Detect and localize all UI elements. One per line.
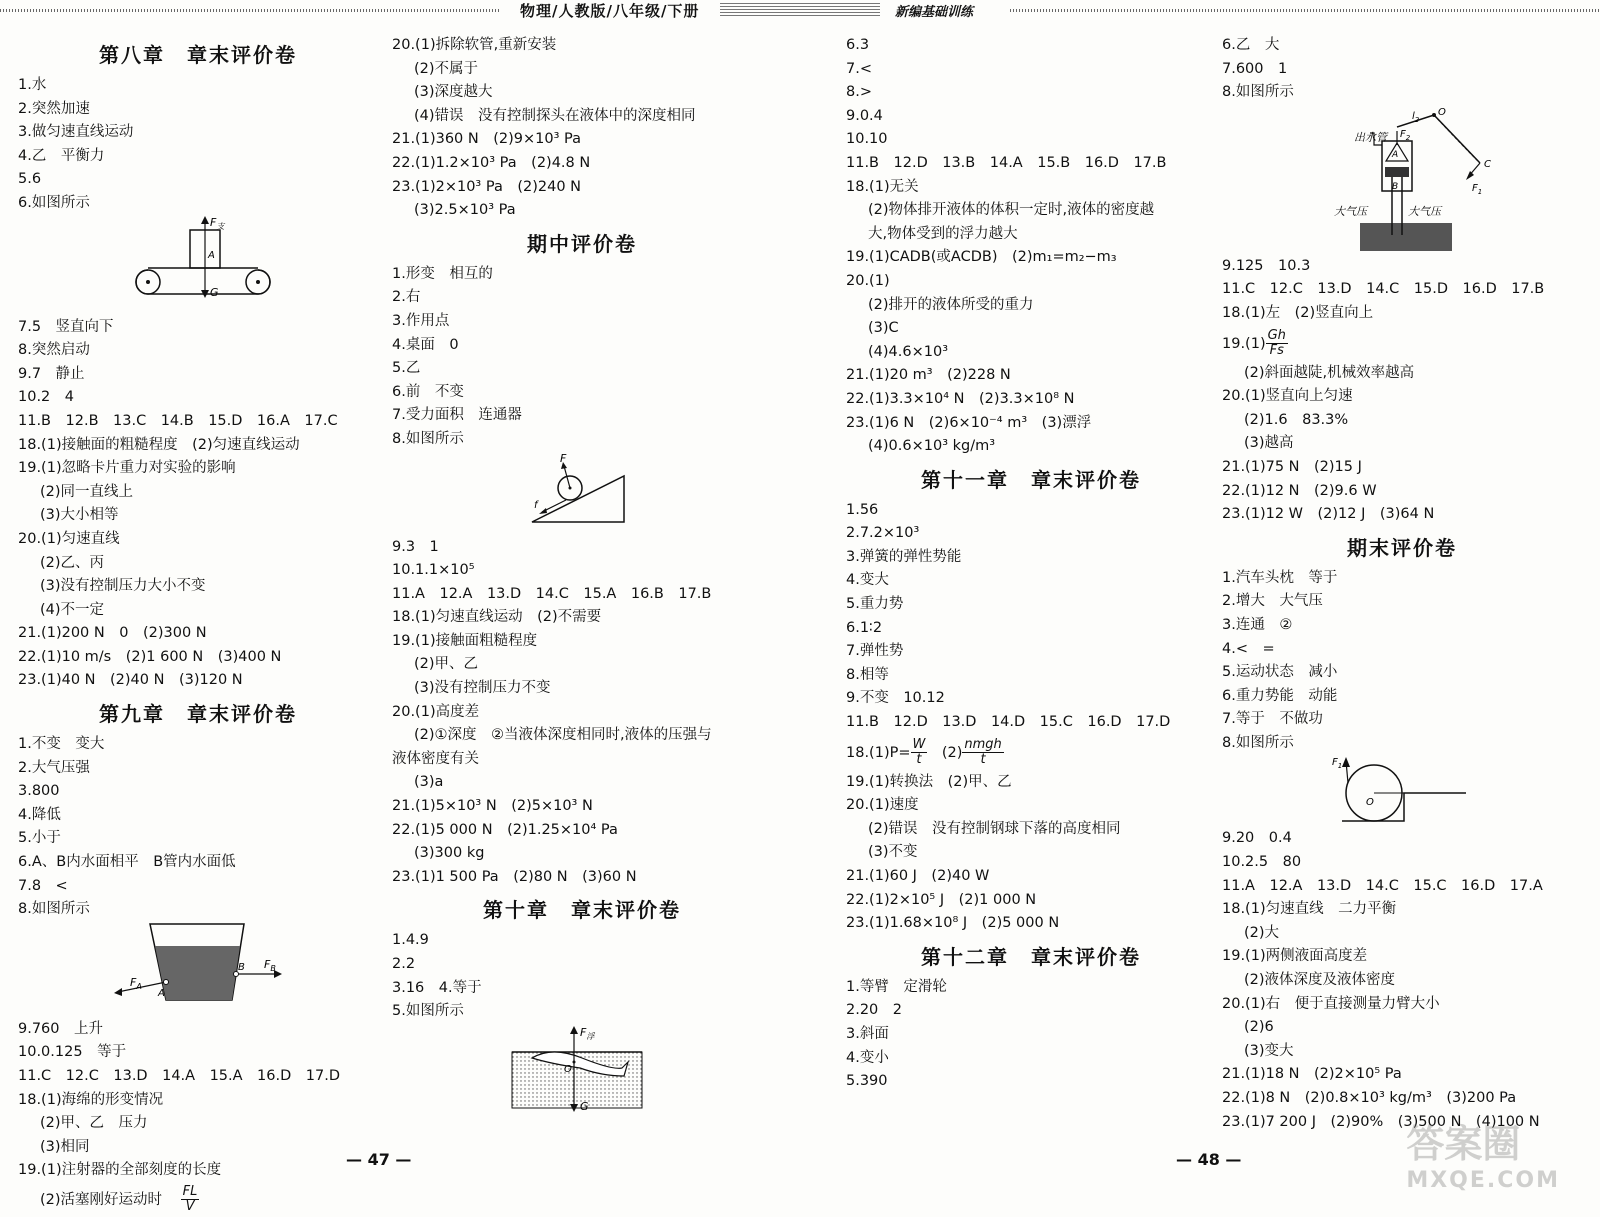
answer-list	[846, 435, 1216, 459]
answer-list	[1222, 409, 1582, 456]
answer-line: 20.(1)匀速直线	[18, 530, 120, 547]
answer-with-fraction	[846, 735, 1216, 771]
answer-line: 23.(1)1.68×10⁸ J (2)5 000 N	[846, 915, 1060, 932]
answer-line: 7.600 1	[1222, 60, 1288, 77]
answer-list	[1222, 1016, 1582, 1063]
answer-line: 液体密度有关	[392, 750, 479, 767]
fraction	[181, 1185, 200, 1214]
answer-line: 20.(1)高度差	[392, 703, 480, 720]
answer-line: (2)①深度 ②当液体深度相同时,液体的压强与	[414, 727, 712, 744]
fraction	[1266, 329, 1288, 358]
answer-line: 1.56	[846, 501, 879, 518]
label-force: F	[560, 451, 567, 465]
answer-line: (2)斜面越陡,机械效率越高	[1244, 364, 1415, 381]
label-a: A	[1392, 149, 1399, 160]
answer-line: 4.变大	[846, 572, 889, 589]
answer-line: 10.2 4	[18, 389, 75, 406]
label-gravity: G	[580, 1099, 589, 1113]
answer-line: (2)错误 没有控制钢球下落的高度相同	[868, 820, 1121, 837]
answer-text: 19.(1)	[1222, 335, 1266, 352]
label-b: B	[1392, 181, 1399, 192]
numerator: nmgh	[964, 737, 1002, 753]
answer-list	[392, 929, 772, 1023]
answer-list	[18, 622, 378, 693]
answer-line: 22.(1)3.3×10⁴ N (2)3.3×10⁸ N	[846, 390, 1075, 407]
answer-line: (4)0.6×10³ kg/m³	[868, 438, 996, 455]
answer-list	[392, 842, 772, 866]
answer-line: 6.如图所示	[18, 194, 90, 211]
answer-line: 6.3	[846, 37, 870, 53]
answer-list	[392, 58, 772, 129]
label-a: A	[158, 987, 165, 999]
watermark-logo: 答案圈 MXQE.COM	[1406, 1122, 1560, 1193]
answer-line: 23.(1)12 W (2)12 J (3)64 N	[1222, 506, 1435, 523]
answer-line: 4.< =	[1222, 640, 1275, 657]
answer-line: 10.0.125 等于	[18, 1044, 127, 1061]
answer-line: 9.3 1	[392, 538, 439, 555]
answer-list	[392, 536, 772, 654]
header-series-name: 新编基础训练	[895, 5, 974, 20]
answer-with-fraction	[18, 1183, 378, 1217]
answer-line: 21.(1)5×10³ N (2)5×10³ N	[392, 798, 593, 815]
answer-line: (2)甲、乙	[414, 656, 479, 673]
answer-line: 19.(1)两侧液面高度差	[1222, 948, 1368, 965]
answer-list	[1222, 993, 1582, 1017]
answer-line: 2.20 2	[846, 1002, 903, 1019]
answer-line: 11.B 12.B 13.C 14.B 15.D 16.A 17.C	[18, 412, 338, 429]
answer-line: (3)C	[868, 320, 899, 337]
answer-list	[1222, 661, 1582, 755]
answer-list	[846, 34, 1216, 199]
answer-list	[1222, 922, 1582, 946]
answer-line: 4.乙 平衡力	[18, 147, 105, 164]
answer-line: 2.增大 大气压	[1222, 593, 1323, 610]
answer-line: 1.形变 相互的	[392, 265, 493, 282]
fraction	[911, 738, 928, 767]
page-header	[0, 0, 1600, 22]
figure-water-container	[18, 922, 378, 1018]
answer-line: 11.C 12.C 13.D 14.A 15.A 16.D 17.D	[18, 1068, 341, 1084]
answer-line: (2)液体深度及液体密度	[1244, 972, 1396, 989]
answer-line: (2)不属于	[414, 60, 479, 77]
answer-line: (2)1.6 83.3%	[1244, 411, 1349, 428]
label-buoyancy: $F_浮$	[580, 1025, 595, 1041]
answer-line: 22.(1)8 N (2)0.8×10³ kg/m³ (3)200 Pa	[1222, 1090, 1517, 1106]
answer-line: 5.乙	[392, 360, 421, 377]
answer-list	[392, 34, 772, 58]
answer-line: 9.20 0.4	[1222, 830, 1292, 847]
answer-line: 8.突然启动	[18, 342, 90, 359]
label-atmosphere-left: 大气压	[1334, 204, 1367, 218]
answer-line: 19.(1)注射器的全部刻度的长度	[18, 1162, 222, 1179]
answer-line: 5.运动状态 减小	[1222, 664, 1338, 681]
answer-line: 1.4.9	[392, 932, 429, 949]
answer-line: (3)深度越大	[414, 84, 493, 101]
answer-line: (3)没有控制压力不变	[414, 680, 551, 697]
header-bars	[720, 3, 880, 17]
answer-list	[392, 199, 772, 223]
answer-list	[18, 528, 378, 552]
column-4	[1222, 34, 1582, 1134]
header-rule-left	[0, 9, 500, 12]
answer-line: (3)300 kg	[414, 845, 485, 862]
answer-line: 23.(1)40 N (2)40 N (3)120 N	[18, 672, 243, 689]
answer-list	[392, 724, 772, 748]
label-force-f1: $F_1$	[1332, 757, 1343, 771]
answer-line: 8.相等	[846, 666, 889, 683]
denominator: Fs	[1269, 343, 1284, 359]
column-2	[392, 34, 772, 1114]
page-number-right: — 48 —	[1176, 1150, 1242, 1169]
answer-line: 5.如图所示	[392, 1003, 464, 1020]
answer-line: 22.(1)1.2×10³ Pa (2)4.8 N	[392, 154, 591, 171]
answer-line: 21.(1)20 m³ (2)228 N	[846, 367, 1011, 384]
label-o: O	[1366, 797, 1374, 809]
label-force-f1: $F_1$	[1472, 182, 1483, 196]
answer-line: (2)乙、丙	[40, 554, 105, 571]
answer-list	[1222, 827, 1582, 921]
answer-line: 23.(1)7 200 J (2)90% (3)500 N (4)100 N	[1222, 1113, 1540, 1130]
answer-line: 8.如图所示	[18, 901, 90, 918]
answer-line: 7.受力面积 连通器	[392, 407, 522, 424]
label-force-f2: $F_2$	[1400, 128, 1411, 142]
label-atmosphere-right: 大气压	[1408, 204, 1441, 218]
answer-list	[18, 481, 378, 528]
answer-list	[18, 1112, 378, 1159]
answer-line: 2.右	[392, 289, 421, 306]
answer-list	[846, 865, 1216, 936]
answer-line: 1.汽车头枕 等于	[1222, 569, 1338, 586]
section-title: 第十章 章末评价卷	[483, 898, 681, 923]
answer-line: 20.(1)	[846, 272, 890, 289]
answer-list	[1222, 945, 1582, 969]
answer-line: 5.重力势	[846, 596, 904, 613]
answer-line: (2)6	[1244, 1019, 1274, 1036]
answer-line: (2)同一直线上	[40, 483, 134, 500]
answer-line: 23.(1)6 N (2)6×10⁻⁴ m³ (3)漂浮	[846, 414, 1092, 431]
answer-line: 11.A 12.A 13.D 14.C 15.A 16.B 17.B	[392, 585, 712, 602]
label-o: O	[564, 1063, 572, 1075]
answer-list	[392, 263, 772, 452]
answer-line: 7.5 竖直向下	[18, 318, 114, 335]
answer-list	[392, 866, 772, 890]
answer-line: 19.(1)转换法 (2)甲、乙	[846, 773, 1012, 790]
answer-line: 18.(1)匀速直线运动 (2)不需要	[392, 609, 602, 626]
answer-list	[18, 74, 378, 216]
figure-conveyor	[18, 216, 378, 316]
answer-list	[846, 294, 1216, 365]
label-friction: f	[534, 499, 538, 511]
answer-line: 6.重力势能 动能	[1222, 687, 1338, 704]
answer-line: 3.16 4.等于	[392, 979, 482, 996]
answer-line: 11.B 12.D 13.B 14.A 15.B 16.D 17.B	[846, 154, 1167, 171]
answer-line: 22.(1)12 N (2)9.6 W	[1222, 482, 1377, 499]
answer-text: (2)活塞刚好运动时	[40, 1191, 163, 1208]
answer-line: (2)大	[1244, 924, 1280, 941]
label-outlet-pipe: 出水管	[1354, 130, 1387, 144]
label-force-support: $F_支$	[210, 215, 225, 231]
answer-list	[846, 818, 1216, 865]
section-title: 期中评价卷	[527, 231, 637, 256]
answer-list	[1222, 34, 1582, 105]
answer-line: 7.等于 不做功	[1222, 711, 1323, 728]
answer-line: 3.800	[18, 783, 60, 800]
section-title: 第九章 章末评价卷	[99, 702, 297, 727]
denominator: t	[916, 752, 922, 768]
fraction	[962, 738, 1003, 767]
answer-line: 3.弹簧的弹性势能	[846, 548, 962, 565]
answer-line: 22.(1)10 m/s (2)1 600 N (3)400 N	[18, 648, 282, 665]
column-3	[846, 34, 1216, 1094]
answer-line: 11.C 12.C 13.D 14.C 15.D 16.D 17.B	[1222, 281, 1545, 298]
label-c: C	[1484, 158, 1491, 170]
answer-line: 8.如图所示	[392, 430, 464, 447]
answer-line: 8.如图所示	[1222, 84, 1294, 101]
answer-line: 18.(1)无关	[846, 178, 919, 195]
answer-list	[846, 364, 1216, 435]
answer-list	[18, 1018, 378, 1112]
numerator: Gh	[1267, 328, 1286, 344]
answer-line: 11.B 12.D 13.D 14.D 15.C 16.D 17.D	[846, 714, 1171, 731]
answer-line: 8.>	[846, 84, 872, 101]
denominator: V	[185, 1199, 195, 1215]
answer-list	[18, 552, 378, 623]
answer-line: (3)变大	[1244, 1042, 1294, 1059]
section-title: 第八章 章末评价卷	[99, 43, 297, 67]
answer-list	[392, 748, 772, 772]
answer-line: 20.(1)拆除软管,重新安装	[392, 37, 557, 53]
answer-line: (2)甲、乙 压力	[40, 1115, 148, 1132]
answer-list	[846, 223, 1216, 247]
answer-line: (4)不一定	[40, 601, 105, 618]
answer-line: 21.(1)60 J (2)40 W	[846, 868, 990, 884]
figure-wheel-step	[1222, 755, 1582, 827]
answer-line: (4)错误 没有控制探头在液体中的深度相同	[414, 107, 696, 124]
answer-line: 5.390	[846, 1073, 888, 1090]
answer-list	[1222, 385, 1582, 409]
answer-line: 4.降低	[18, 806, 61, 823]
answer-line: (3)相同	[40, 1138, 90, 1155]
answer-line: (3)不变	[868, 844, 918, 861]
answer-line: 4.桌面 0	[392, 336, 459, 353]
answer-line: 5.6	[18, 171, 42, 188]
answer-list	[846, 976, 1216, 1094]
answer-line: 7.弹性势	[846, 643, 904, 660]
answer-line: 3.作用点	[392, 312, 450, 329]
answer-list	[1222, 969, 1582, 993]
figure-floating-fish	[392, 1024, 772, 1114]
numerator: FL	[182, 1184, 198, 1200]
answer-line: 3.斜面	[846, 1025, 889, 1042]
answer-line: (2)排开的液体所受的重力	[868, 296, 1034, 313]
answer-line: 大,物体受到的浮力越大	[868, 225, 1018, 242]
answer-line: 1.等臂 定滑轮	[846, 978, 947, 995]
answer-line: (3)a	[414, 774, 444, 791]
header-title: 物理/人教版/八年级/下册	[520, 2, 700, 20]
answer-line: (3)大小相等	[40, 507, 119, 524]
label-force-b: $F_B$	[264, 957, 276, 973]
answer-list	[1222, 567, 1582, 661]
answer-line: 23.(1)1 500 Pa (2)80 N (3)60 N	[392, 868, 637, 885]
answer-line: 2.7.2×10³	[846, 525, 920, 542]
answer-list	[1222, 362, 1582, 386]
section-title: 第十一章 章末评价卷	[921, 467, 1141, 492]
label-fulcrum-o: O	[1438, 106, 1446, 118]
answer-line: (3)越高	[1244, 435, 1294, 452]
answer-with-fraction	[1222, 326, 1582, 362]
answer-line: 9.760 上升	[18, 1020, 104, 1037]
answer-line: 20.(1)右 便于直接测量力臂大小	[1222, 995, 1440, 1012]
answer-line: 18.(1)匀速直线 二力平衡	[1222, 901, 1397, 918]
answer-line: 19.(1)CADB(或ACDB) (2)m₁=m₂−m₃	[846, 249, 1117, 266]
answer-list	[1222, 255, 1582, 326]
answer-list	[1222, 456, 1582, 527]
figure-incline	[392, 452, 772, 536]
answer-list	[18, 316, 378, 481]
answer-list	[846, 246, 1216, 293]
answer-line: 9.125 10.3	[1222, 257, 1311, 274]
answer-line: 5.小于	[18, 830, 61, 847]
answer-line: (2)物体排开液体的体积一定时,液体的密度越	[868, 202, 1155, 219]
answer-line: 1.不变 变大	[18, 736, 105, 753]
answer-line: 18.(1)接触面的粗糙程度 (2)匀速直线运动	[18, 436, 300, 453]
answer-line: 21.(1)18 N (2)2×10⁵ Pa	[1222, 1066, 1402, 1083]
answer-line: 1.水	[18, 77, 47, 93]
answer-line: 22.(1)2×10⁵ J (2)1 000 N	[846, 891, 1037, 908]
answer-line: 6.前 不变	[392, 383, 464, 400]
answer-line: 4.变小	[846, 1049, 889, 1066]
answer-line: 2.2	[392, 956, 416, 972]
answer-line: 2.突然加速	[18, 100, 90, 117]
section-title: 第十二章 章末评价卷	[921, 944, 1141, 969]
answer-line: 20.(1)竖直向上匀速	[1222, 388, 1353, 405]
figure-pump-lever	[1222, 105, 1582, 255]
answer-line: 10.2.5 80	[1222, 854, 1302, 871]
answer-line: 6.乙 大	[1222, 37, 1280, 53]
answer-line: 10.1.1×10⁵	[392, 562, 475, 579]
answer-line: 3.连通 ②	[1222, 616, 1293, 633]
answer-line: 8.如图所示	[1222, 734, 1294, 751]
answer-line: 7.8 <	[18, 877, 68, 894]
answer-list	[18, 1159, 378, 1183]
answer-line: 19.(1)忽略卡片重力对实验的影响	[18, 460, 236, 477]
answer-list	[392, 128, 772, 199]
answer-line: 6.1∶2	[846, 619, 883, 636]
denominator: t	[980, 752, 986, 768]
label-b: B	[238, 961, 245, 973]
answer-list	[392, 795, 772, 842]
label-arm-l2: $l_2$	[1412, 110, 1420, 124]
answer-line: 21.(1)75 N (2)15 J	[1222, 458, 1362, 475]
column-1	[18, 34, 378, 1217]
answer-list	[392, 701, 772, 725]
answer-line: 9.0.4	[846, 107, 883, 124]
numerator: W	[912, 737, 926, 753]
answer-list	[846, 499, 1216, 735]
label-gravity: G	[210, 285, 219, 299]
answer-line: 22.(1)5 000 N (2)1.25×10⁴ Pa	[392, 821, 618, 838]
answer-list	[846, 199, 1216, 223]
answer-list	[392, 771, 772, 795]
answer-line: 6.A、B内水面相平 B管内水面低	[18, 854, 236, 871]
answer-line: 18.(1)左 (2)竖直向上	[1222, 304, 1374, 321]
answer-list	[18, 733, 378, 922]
answer-line: 18.(1)海绵的形变情况	[18, 1091, 164, 1108]
answer-list	[392, 653, 772, 700]
label-force-a: $F_A$	[130, 975, 142, 991]
page-number-left: — 47 —	[346, 1150, 412, 1169]
answer-line: 21.(1)360 N (2)9×10³ Pa	[392, 131, 581, 148]
section-title: 期末评价卷	[1347, 535, 1457, 560]
answer-text: (2)	[927, 744, 963, 761]
answer-line: 23.(1)2×10³ Pa (2)240 N	[392, 178, 581, 195]
answer-line: 11.A 12.A 13.D 14.C 15.C 16.D 17.A	[1222, 877, 1543, 894]
label-a: A	[208, 249, 215, 261]
answer-list	[846, 771, 1216, 818]
answer-line: 2.大气压强	[18, 759, 90, 776]
answer-text: 18.(1)P=	[846, 744, 911, 761]
answer-line: 20.(1)速度	[846, 797, 919, 814]
answer-line: 21.(1)200 N 0 (2)300 N	[18, 625, 207, 642]
answer-line: (3)2.5×10³ Pa	[414, 202, 516, 219]
answer-line: 19.(1)接触面粗糙程度	[392, 632, 538, 649]
answer-line: 7.<	[846, 60, 872, 77]
answer-line: (3)没有控制压力大小不变	[40, 578, 206, 595]
answer-line: 10.10	[846, 131, 888, 148]
answer-line: 3.做匀速直线运动	[18, 124, 134, 141]
header-rule-right	[1010, 9, 1600, 12]
answer-line: 9.7 静止	[18, 365, 85, 382]
answer-line: (4)4.6×10³	[868, 343, 949, 360]
answer-line: 9.不变 10.12	[846, 690, 945, 707]
